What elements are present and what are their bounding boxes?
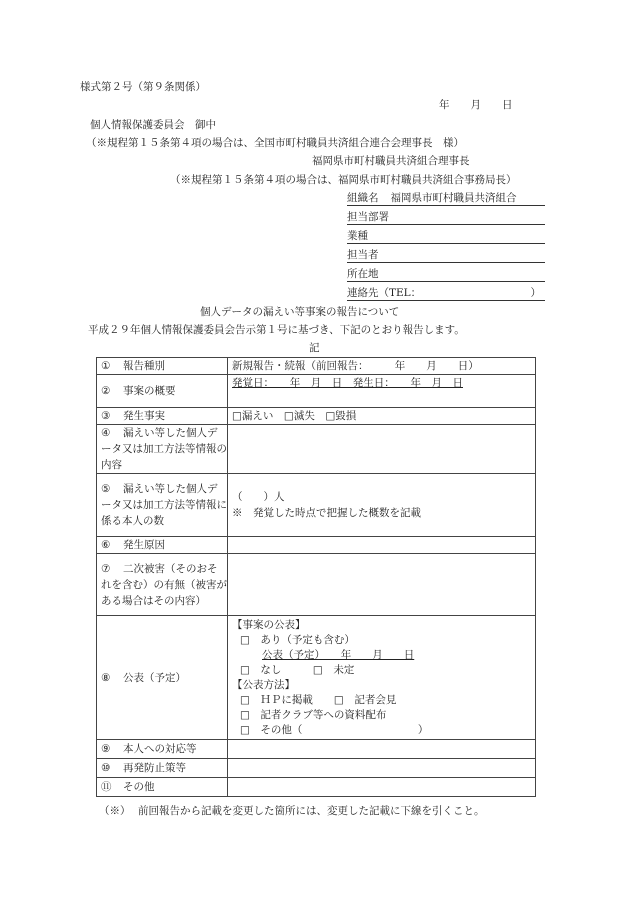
org-field-label: 組織名 [347, 192, 379, 204]
ki-marker: 記 [309, 342, 320, 354]
sender-name: 福岡県市町村職員共済組合理事長 [312, 155, 470, 167]
method-option-web: □ ＨＰに掲載 □ 記者会見 [240, 693, 397, 706]
row-label: 発生事実 [123, 410, 165, 422]
publication-option-no: □ なし □ 未定 [240, 663, 355, 676]
row-facts [97, 408, 536, 425]
org-field-name [347, 192, 545, 206]
org-field-label: 業種 [347, 230, 368, 242]
org-field-value: ） [530, 287, 541, 299]
row-report-type [97, 358, 536, 375]
sender-note: （※規程第１５条第４項の場合は、福岡県市町村職員共済組合事務局長） [170, 174, 517, 186]
row-number: ⑨ [101, 743, 111, 755]
date-line: 年 月 日 [439, 99, 513, 111]
persons-count-line: （ ）人 [232, 491, 285, 503]
row-prevention [97, 759, 536, 778]
org-field-address [347, 268, 545, 282]
form-number: 様式第２号（第９条関係） [80, 81, 206, 93]
publication-heading: 【事案の公表】 [232, 618, 306, 631]
org-field-label: 所在地 [347, 268, 379, 280]
row-secondary-damage [97, 554, 536, 616]
row-label: 公表（予定） [123, 671, 186, 684]
row-content: 発覚日： 年 月 日 発生日： 年 月 日 [232, 377, 463, 389]
row-number: ⑥ [101, 539, 111, 551]
row-number: ⑪ [101, 781, 112, 793]
row-label: 漏えい等した個人データ又は加工方法等情報に係る本人の数 [101, 483, 227, 527]
row-label: 報告種別 [123, 360, 165, 372]
persons-count-note: ※ 発覚した時点で把握した概数を記載 [232, 507, 421, 519]
row-response [97, 740, 536, 759]
footnote-text: 前回報告から記載を変更した箇所には、変更した記載に下線を引くこと。 [138, 805, 485, 817]
org-field-label: 担当者 [347, 249, 379, 261]
row-content: □漏えい □滅失 □毀損 [228, 408, 536, 425]
row-label: 発生原因 [123, 539, 165, 551]
org-field-label: 連絡先（TEL： [347, 287, 422, 299]
document-title: 個人データの漏えい等事案の報告について [200, 306, 400, 318]
row-label: 二次被害（そのおそれを含む）の有無（被害がある場合はその内容） [101, 562, 227, 607]
row-number: ⑩ [101, 762, 111, 774]
org-field-person [347, 249, 545, 263]
org-field-industry [347, 230, 545, 244]
row-number: ⑦ [101, 562, 111, 575]
org-field-department [347, 211, 545, 225]
report-table [96, 357, 536, 797]
row-number: ① [101, 360, 111, 372]
row-publication [97, 616, 536, 740]
row-data-content [97, 425, 536, 474]
method-option-press: □ 記者クラブ等への資料配布 [240, 708, 387, 721]
addressee: 個人情報保護委員会 御中 [90, 119, 216, 131]
footnote-mark: （※） [99, 805, 131, 817]
row-other [97, 778, 536, 797]
row-label: 再発防止策等 [123, 762, 186, 774]
row-cause [97, 537, 536, 554]
org-field-label: 担当部署 [347, 211, 389, 223]
method-heading: 【公表方法】 [232, 678, 295, 691]
row-number: ② [101, 385, 111, 397]
intro-text: 平成２９年個人情報保護委員会告示第１号に基づき、下記のとおり報告します。 [88, 324, 465, 336]
addressee-note: （※規程第１５条第４項の場合は、全国市町村職員共済組合連合会理事長 様） [86, 137, 464, 149]
row-number: ⑧ [101, 671, 111, 684]
row-number: ③ [101, 410, 111, 422]
row-label: その他 [123, 781, 155, 793]
row-number: ⑤ [101, 483, 111, 495]
row-content: 新規報告・続報（前回報告： 年 月 日） [228, 358, 536, 375]
org-field-value: 福岡県市町村職員共済組合 [390, 192, 517, 204]
method-option-other: □ その他（ ） [240, 723, 429, 736]
publication-date: 公表（予定） 年 月 日 [262, 648, 415, 661]
org-field-contact [347, 287, 545, 301]
row-summary [97, 375, 536, 408]
row-label: 本人への対応等 [123, 743, 197, 755]
row-persons-count [97, 474, 536, 537]
publication-option-yes: □ あり（予定も含む） [240, 633, 355, 646]
row-label: 漏えい等した個人データ又は加工方法等情報の内容 [101, 427, 227, 471]
row-number: ④ [101, 427, 111, 439]
row-label: 事案の概要 [123, 385, 176, 397]
